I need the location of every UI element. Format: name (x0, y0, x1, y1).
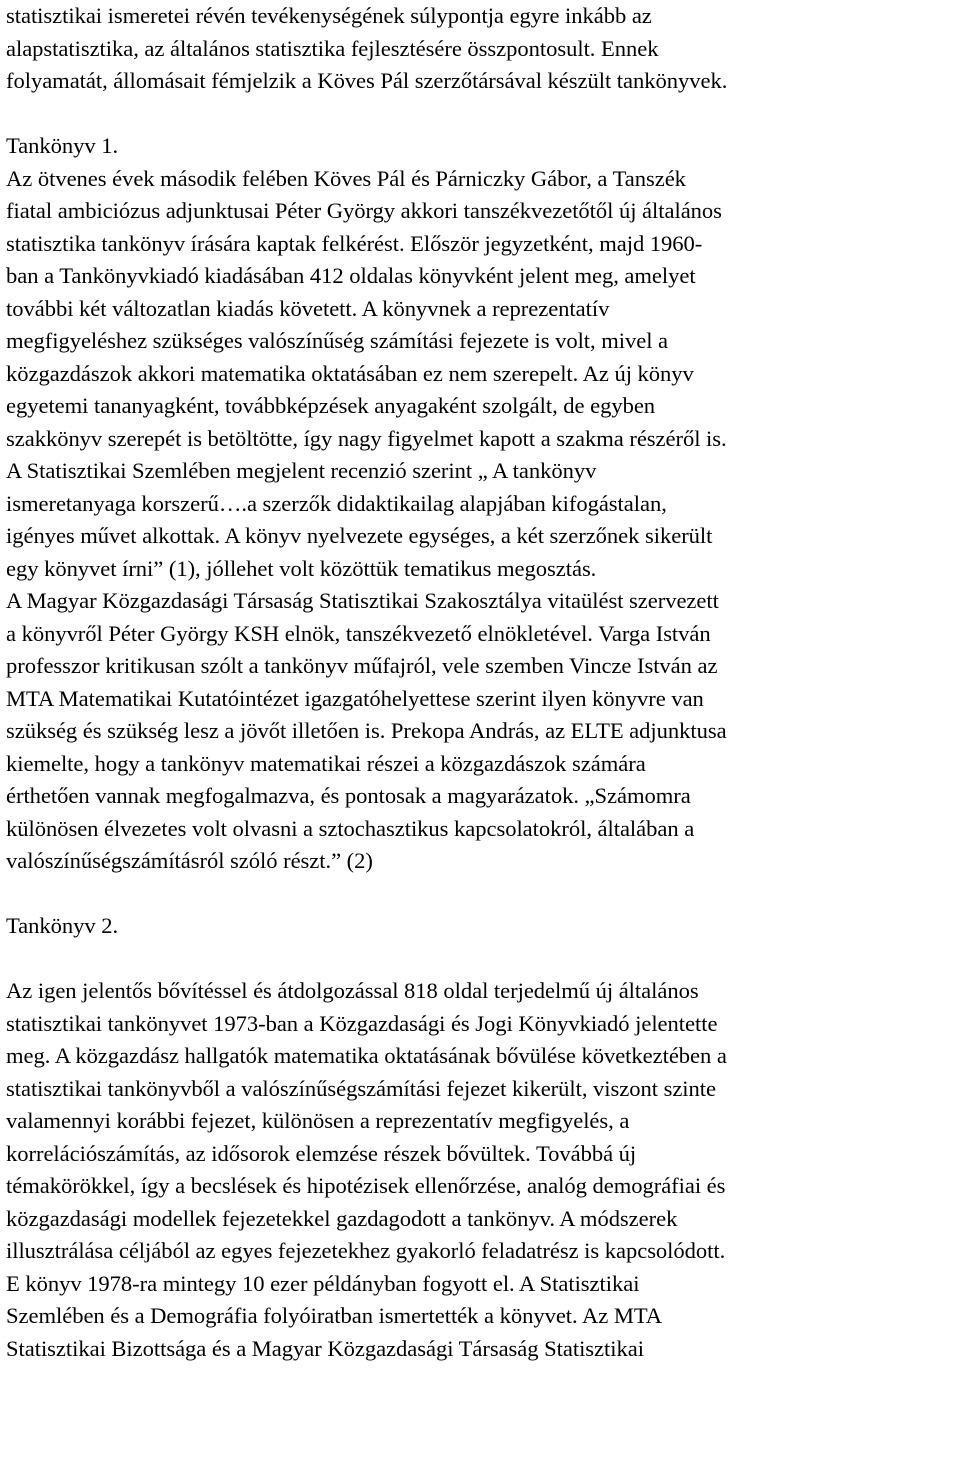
text-line: korrelációszámítás, az idősorok elemzése részek bővültek. Továbbá új (6, 1140, 637, 1166)
spacer (6, 98, 954, 131)
text-line: illusztrálása céljából az egyes fejezetekhez gyakorló feladatrész is kapcsolódott. (6, 1238, 726, 1263)
text-line: ban a Tankönyvkiadó kiadásában 412 oldalas könyvként jelent meg, amelyet (6, 263, 696, 288)
text-line: Az ötvenes évek második felében Köves Pál és Párniczky Gábor, a Tanszék (6, 165, 686, 191)
text-line: megfigyeléshez szükséges valószínűség számítási fejezete is volt, mivel a (6, 328, 669, 353)
text-line: egy könyvet írni” (1), jóllehet volt közöttük tematikus megosztás. (6, 555, 597, 581)
text-line: ismeretanyaga korszerű….a szerzők didaktikailag alapjában kifogástalan, (6, 490, 667, 516)
text-line: egyetemi tananyagként, továbbképzések anyagaként szolgált, de egyben (6, 393, 656, 418)
text-line: A Magyar Közgazdasági Társaság Statisztikai Szakosztálya vitaülést szervezett (6, 588, 719, 613)
document-page (6, 0, 954, 1365)
text-line: statisztikai tankönyvből a valószínűségszámítási fejezet kikerült, viszont szinte (6, 1075, 716, 1101)
text-line: további két változatlan kiadás követett. A könyvnek a reprezentatív (6, 295, 610, 321)
text-line: érthetően vannak megfogalmazva, és pontosak a magyarázatok. „Számomra (6, 783, 691, 808)
text-line: témakörökkel, így a becslések és hipotézisek ellenőrzése, analóg demográfiai és (6, 1173, 726, 1198)
text-line: különösen élvezetes volt olvasni a sztochasztikus kapcsolatokról, általában a (6, 815, 695, 841)
spacer (6, 943, 954, 976)
text-line: statisztikai ismeretei révén tevékenységének súlypontja egyre inkább az (6, 3, 652, 28)
text-line: alapstatisztika, az általános statisztika fejlesztésére összpontosult. Ennek (6, 35, 659, 61)
section-heading: Tankönyv 1. (6, 133, 119, 158)
intro-paragraph (6, 0, 954, 98)
text-line: valamennyi korábbi fejezet, különösen a reprezentatív megfigyelés, a (6, 1108, 630, 1133)
text-line: kiemelte, hogy a tankönyv matematikai részei a közgazdászok számára (6, 750, 646, 776)
text-line: igényes művet alkottak. A könyv nyelvezete egységes, a két szerzőnek sikerült (6, 523, 713, 548)
text-line: Az igen jelentős bővítéssel és átdolgozással 818 oldal terjedelmű új általános (6, 978, 699, 1003)
text-line: professzor kritikusan szólt a tankönyv műfajról, vele szemben Vincze István az (6, 653, 718, 678)
section-textbook-2 (6, 910, 954, 1365)
text-line: Szemlében és a Demográfia folyóiratban ismertették a könyvet. Az MTA (6, 1303, 663, 1328)
text-line: fiatal ambiciózus adjunktusai Péter György akkori tanszékvezetőtől új általános (6, 198, 722, 223)
text-line: közgazdasági modellek fejezetekkel gazdagodott a tankönyv. A módszerek (6, 1205, 678, 1231)
text-line: statisztikai tankönyvet 1973-ban a Közgazdasági és Jogi Könyvkiadó jelentette (6, 1010, 718, 1036)
text-line: a könyvről Péter György KSH elnök, tanszékvezető elnökletével. Varga István (6, 620, 711, 646)
text-line: MTA Matematikai Kutatóintézet igazgatóhelyettese szerint ilyen könyvre van (6, 685, 704, 711)
text-line: szakkönyv szerepét is betöltötte, így nagy figyelmet kapott a szakma részéről is. (6, 425, 727, 451)
text-line: A Statisztikai Szemlében megjelent recenzió szerint „ A tankönyv (6, 458, 597, 483)
text-line: meg. A közgazdász hallgatók matematika oktatásának bővülése következtében a (6, 1043, 727, 1068)
section-heading: Tankönyv 2. (6, 913, 119, 938)
text-line: szükség és szükség lesz a jövőt illetően is. Prekopa András, az ELTE adjunktusa (6, 718, 727, 743)
section-textbook-1 (6, 130, 954, 878)
spacer (6, 878, 954, 911)
text-line: valószínűségszámításról szóló részt.” (2) (6, 848, 373, 873)
text-line: E könyv 1978-ra mintegy 10 ezer példányban fogyott el. A Statisztikai (6, 1270, 640, 1296)
text-line: statisztika tankönyv írására kaptak felkérést. Először jegyzetként, majd 1960- (6, 230, 703, 256)
text-line: Statisztikai Bizottsága és a Magyar Közgazdasági Társaság Statisztikai (6, 1335, 644, 1361)
text-line: közgazdászok akkori matematika oktatásában ez nem szerepelt. Az új könyv (6, 360, 694, 386)
text-line: folyamatát, állomásait fémjelzik a Köves Pál szerzőtársával készült tankönyvek. (6, 68, 728, 93)
